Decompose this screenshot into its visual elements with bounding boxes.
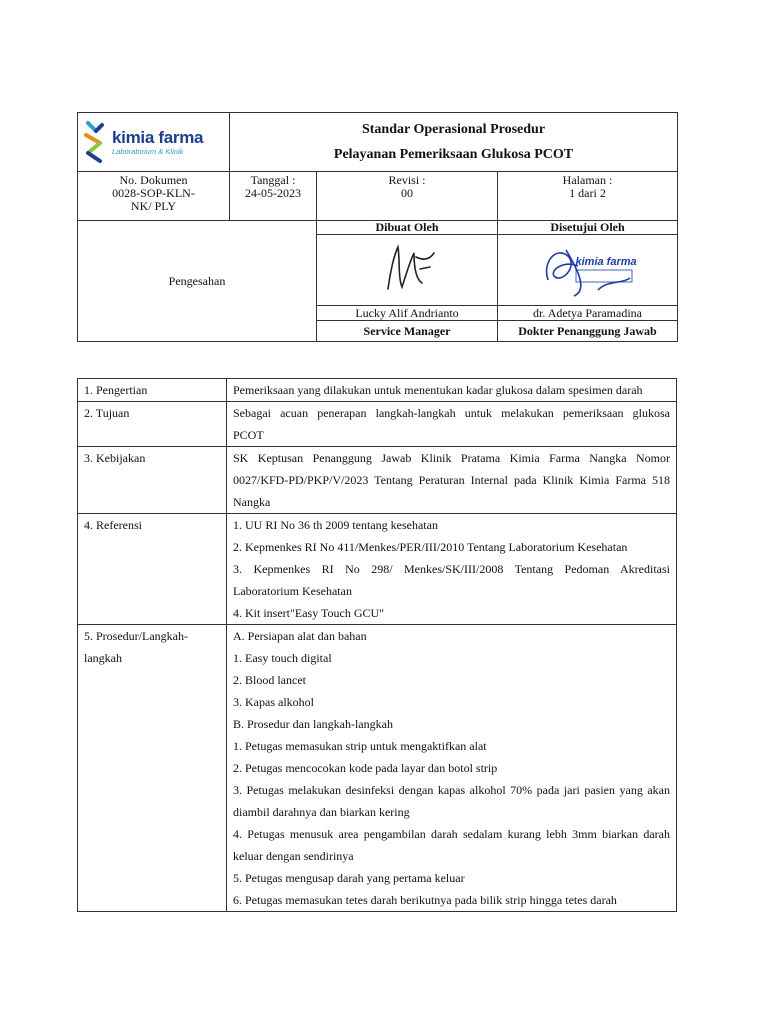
doc-number-label: No. Dokumen	[119, 173, 188, 187]
section-label: 4. Referensi	[78, 514, 227, 625]
section-line: B. Prosedur dan langkah-langkah	[233, 717, 393, 731]
section-line: 1. Easy touch digital	[233, 651, 332, 665]
section-label: 3. Kebijakan	[78, 447, 227, 514]
made-by-label: Dibuat Oleh	[317, 221, 498, 235]
section-line: 0027/KFD-PD/PKP/V/2023 Tentang Peraturan Internal pada Klinik Kimia Farma 518	[233, 473, 670, 487]
maker-signature-icon	[372, 239, 442, 297]
section-line: 6. Petugas memasukan tetes darah berikutnya pada bilik strip hingga tetes darah	[233, 893, 617, 907]
doc-number-value: 0028-SOP-KLN-NK/ PLY	[112, 186, 195, 213]
doc-number-cell	[78, 172, 230, 221]
document-subtitle: Pelayanan Pemeriksaan Glukosa PCOT	[333, 146, 574, 162]
section-row	[78, 447, 677, 514]
date-cell	[230, 172, 317, 221]
revision-label: Revisi :	[388, 173, 426, 187]
logo-brand: kimia farma	[112, 127, 204, 147]
section-line: 3. Kapas alkohol	[233, 695, 314, 709]
sop-header-table	[77, 112, 678, 342]
section-line: 1. UU RI No 36 th 2009 tentang kesehatan	[233, 518, 438, 532]
stamp-signature-icon	[538, 240, 638, 300]
title-cell	[230, 113, 678, 172]
section-line: 4. Petugas menusuk area pengambilan darah sedalam kurang lebh 3mm biarkan darah	[233, 827, 670, 841]
maker-role: Service Manager	[317, 321, 498, 342]
logo-cell	[78, 113, 230, 172]
maker-name: Lucky Alif Andrianto	[317, 306, 498, 321]
date-label: Tanggal :	[250, 173, 296, 187]
section-line: 2. Petugas mencocokan kode pada layar dan botol strip	[233, 761, 498, 775]
section-line: A. Persiapan alat dan bahan	[233, 629, 367, 643]
section-line: 4. Kit insert"Easy Touch GCU"	[233, 606, 385, 620]
approver-name: dr. Adetya Paramadina	[498, 306, 678, 321]
sop-content-table	[77, 378, 677, 912]
section-line: Sebagai acuan penerapan langkah-langkah untuk melakukan pemeriksaan glukosa	[233, 406, 670, 420]
page-value: 1 dari 2	[569, 186, 606, 200]
kimia-farma-mark-icon	[82, 119, 108, 165]
revision-cell	[317, 172, 498, 221]
section-line: 1. Petugas memasukan strip untuk mengaktifkan alat	[233, 739, 487, 753]
section-line: SK Keptusan Penanggung Jawab Klinik Pratama Kimia Farma Nangka Nomor	[233, 451, 670, 465]
section-body	[227, 514, 677, 625]
section-body	[227, 379, 677, 402]
section-line: PCOT	[233, 428, 264, 442]
page-cell	[498, 172, 678, 221]
section-line: 3. Kepmenkes RI No 298/ Menkes/SK/III/2008 Tentang Pedoman Akreditasi	[233, 562, 670, 576]
page-label: Halaman :	[562, 173, 613, 187]
section-label: 5. Prosedur/Langkah-langkah	[78, 625, 227, 912]
approval-label: Pengesahan	[168, 273, 226, 288]
approver-role: Dokter Penanggung Jawab	[498, 321, 678, 342]
section-row	[78, 625, 677, 912]
section-line: 5. Petugas mengusap darah yang pertama keluar	[233, 871, 465, 885]
section-row	[78, 379, 677, 402]
section-row	[78, 402, 677, 447]
approved-by-label: Disetujui Oleh	[498, 221, 678, 235]
approver-stamp	[538, 240, 638, 300]
logo-sub: Laboratorium & Klinik	[112, 146, 184, 156]
section-body	[227, 402, 677, 447]
section-row	[78, 514, 677, 625]
document-title: Standar Operasional Prosedur	[361, 121, 546, 137]
section-line: Laboratorium Kesehatan	[233, 584, 352, 598]
kimia-farma-logo	[78, 119, 229, 165]
date-value: 24-05-2023	[245, 186, 301, 200]
section-body	[227, 625, 677, 912]
approver-signature-cell	[498, 235, 678, 306]
section-line: 2. Blood lancet	[233, 673, 306, 687]
section-line: 3. Petugas melakukan desinfeksi dengan kapas alkohol 70% pada jari pasien yang akan	[233, 783, 670, 797]
section-line: Nangka	[233, 495, 271, 509]
section-body	[227, 447, 677, 514]
section-line: 2. Kepmenkes RI No 411/Menkes/PER/III/2010 Tentang Laboratorium Kesehatan	[233, 540, 628, 554]
stamp-brand-text: kimia farma	[575, 256, 637, 268]
section-label: 2. Tujuan	[78, 402, 227, 447]
maker-signature-cell	[317, 235, 498, 306]
revision-value: 00	[401, 186, 413, 200]
section-line: Pemeriksaan yang dilakukan untuk menentukan kadar glukosa dalam spesimen darah	[233, 383, 643, 397]
section-line: diambil darahnya dan biarkan kering	[233, 805, 410, 819]
section-line: keluar dengan sendirinya	[233, 849, 354, 863]
approval-label-cell	[78, 221, 317, 342]
section-label: 1. Pengertian	[78, 379, 227, 402]
